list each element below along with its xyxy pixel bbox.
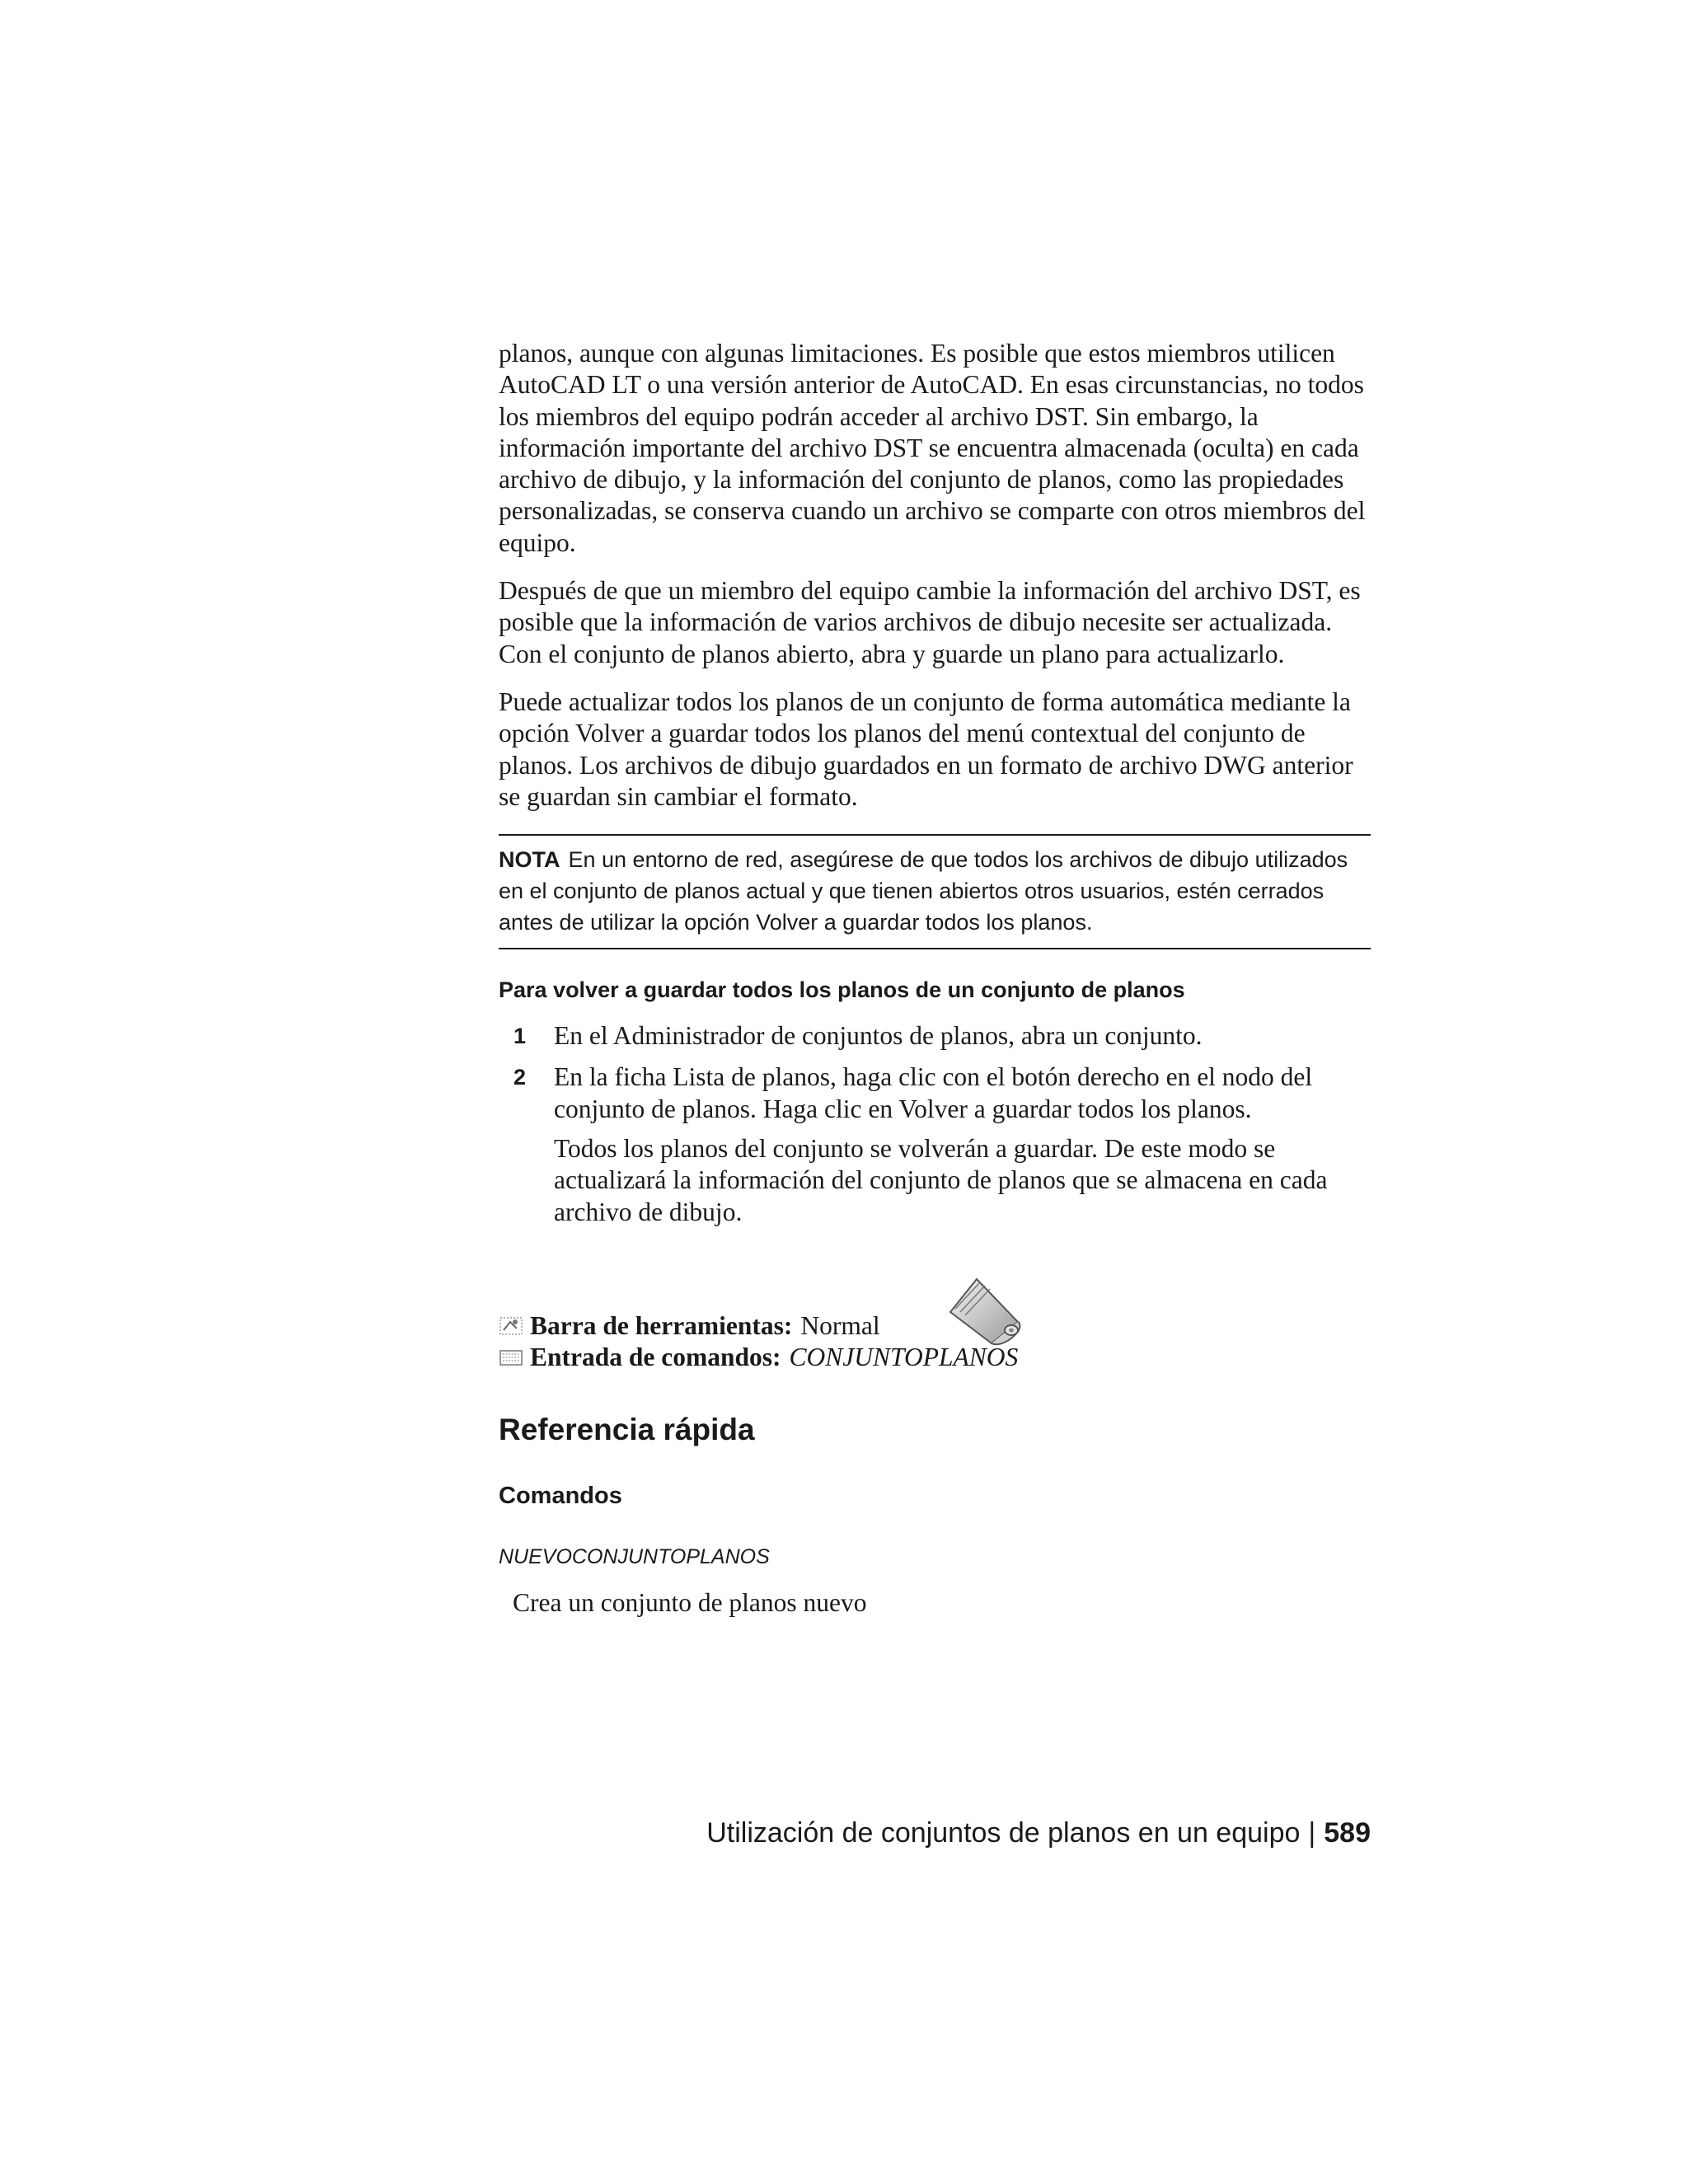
step-text: En el Administrador de conjuntos de planos, abra un conjunto.	[554, 1021, 1203, 1051]
body-paragraph: planos, aunque con algunas limitaciones. Es posible que estos miembros utilicen AutoCAD LT o una versión anterior de AutoCAD. En esas circunstancias, no todos los miembros del equipo podrán acceder al archivo DST. Sin embargo, la información importante del archivo DST se encuentra almacenada (oculta) en cada archivo de dibujo, y la información del conjunto de planos, como las propiedades personalizadas, se conserva cuando un archivo se comparte con otros miembros del equipo.	[499, 339, 1366, 557]
step-number: 2	[513, 1065, 527, 1090]
command-description: Crea un conjunto de planos nuevo	[513, 1587, 867, 1617]
access-methods	[499, 1276, 1371, 1371]
body-paragraph: Después de que un miembro del equipo cambie la información del archivo DST, es posible que la información de varios archivos de dibujo necesite ser actualizada. Con el conjunto de planos abierto, abra y guarde un plano para actualizarlo.	[499, 576, 1361, 668]
step-result: Todos los planos del conjunto se volverán a guardar. De este modo se actualizará la información del conjunto de planos que se almacena en cada archivo de dibujo.	[554, 1134, 1328, 1226]
procedure-heading: Para volver a guardar todos los planos de un conjunto de planos	[499, 977, 1185, 1003]
command-access-label: Entrada de comandos:	[530, 1342, 781, 1371]
toolbar-access-value: Normal	[800, 1310, 880, 1340]
step-text: En la ficha Lista de planos, haga clic con el botón derecho en el nodo del conjunto de planos. Haga clic en Volver a guardar todos los planos.	[554, 1062, 1313, 1123]
footer-separator: |	[1308, 1817, 1316, 1849]
page-footer	[706, 1815, 1371, 1851]
toolbar-access-label: Barra de herramientas:	[530, 1310, 793, 1340]
toolbar-icon	[499, 1315, 523, 1337]
procedure-step	[499, 1020, 1371, 1052]
page-body	[499, 338, 1371, 1619]
note-label: NOTA	[499, 847, 560, 873]
step-number: 1	[513, 1024, 527, 1049]
quick-reference-heading: Referencia rápida	[499, 1412, 755, 1446]
sheet-set-icon[interactable]	[944, 1276, 1023, 1347]
step-body	[554, 1062, 1371, 1227]
page-number: 589	[1324, 1817, 1371, 1849]
procedure-step	[499, 1062, 1371, 1227]
toolbar-access-line	[499, 1310, 880, 1342]
command-name: NUEVOCONJUNTOPLANOS	[499, 1544, 770, 1568]
command-access-line	[499, 1342, 1018, 1373]
note-text: En un entorno de red, asegúrese de que todos los archivos de dibujo utilizados en el conjunto de planos actual y que tienen abiertos otros usuarios, estén cerrados antes de utilizar la opción Volver a guardar todos los planos.	[499, 847, 1348, 935]
body-paragraph: Puede actualizar todos los planos de un conjunto de forma automática mediante la opción Volver a guardar todos los planos del menú contextual del conjunto de planos. Los archivos de dibujo guardados en un formato de archivo DWG anterior se guardan sin cambiar el formato.	[499, 687, 1353, 811]
command-access-value: CONJUNTOPLANOS	[789, 1342, 1019, 1371]
commands-heading: Comandos	[499, 1482, 622, 1509]
keyboard-icon	[499, 1347, 523, 1368]
step-body	[554, 1020, 1371, 1052]
note-box	[499, 834, 1371, 949]
footer-title: Utilización de conjuntos de planos en un equipo	[706, 1817, 1301, 1849]
